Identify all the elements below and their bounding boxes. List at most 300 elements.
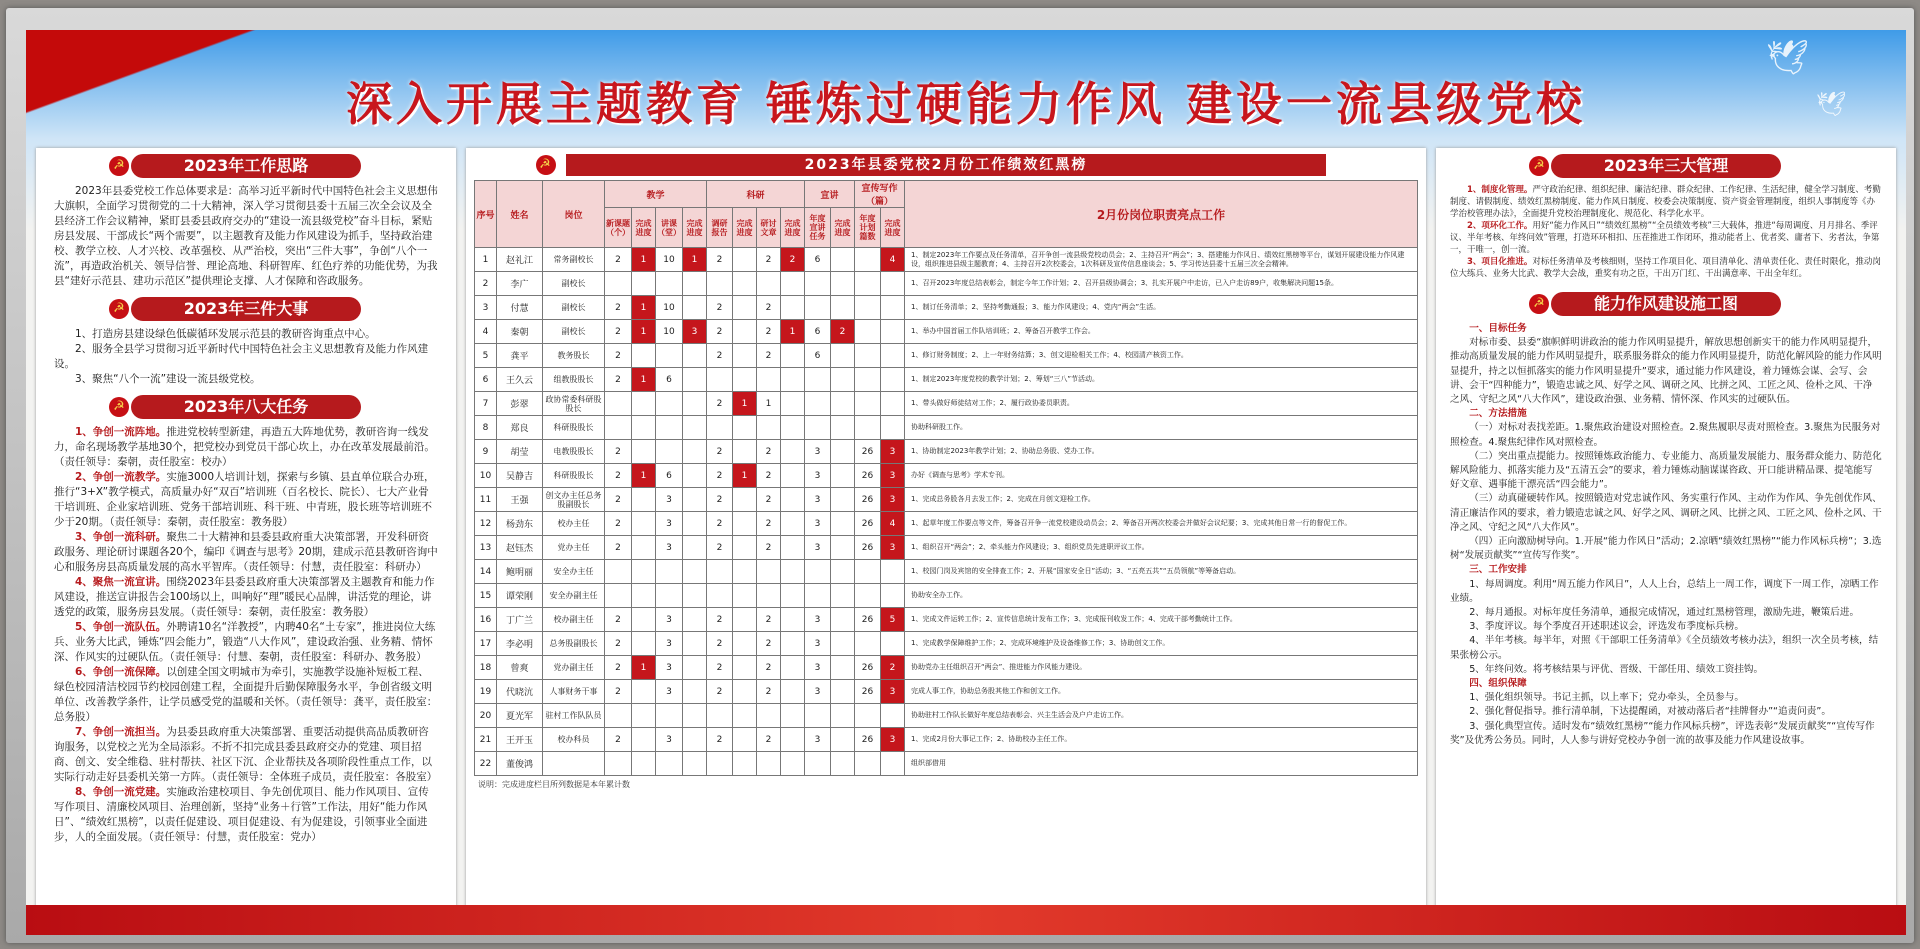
cell-value <box>733 608 757 632</box>
sub-col-header: 完成进度 <box>632 208 656 248</box>
cell-value: 26 <box>855 440 881 464</box>
cell-value <box>757 584 781 608</box>
cell-value <box>733 440 757 464</box>
cell-value <box>632 416 656 440</box>
cell-value <box>781 704 805 728</box>
cell-no: 20 <box>475 704 497 728</box>
cell-value <box>656 704 683 728</box>
cell-value: 2 <box>605 488 632 512</box>
cell-value <box>733 488 757 512</box>
cell-value <box>831 512 855 536</box>
cell-value: 2 <box>757 632 781 656</box>
party-emblem-icon: ☭ <box>536 155 556 175</box>
cell-value <box>781 512 805 536</box>
cell-value <box>683 368 707 392</box>
cell-value <box>831 296 855 320</box>
cell-value <box>881 704 905 728</box>
party-emblem-icon: ☭ <box>109 156 129 176</box>
sub-col-header: 完成进度 <box>781 208 805 248</box>
cell-value <box>781 368 805 392</box>
cell-value: 2 <box>605 536 632 560</box>
cell-value: 1 <box>733 392 757 416</box>
cell-value: 2 <box>605 248 632 272</box>
cell-value <box>683 512 707 536</box>
cell-no: 19 <box>475 680 497 704</box>
cell-value: 3 <box>881 536 905 560</box>
cell-value: 2 <box>707 728 733 752</box>
sub-col-header: 研讨文章 <box>757 208 781 248</box>
cell-post: 党办主任 <box>543 536 605 560</box>
cell-value <box>805 560 831 584</box>
task-item: 2、争创一流教学。实施3000人培训计划，探索与乡镇、县直单位联合办班，推行“3+X”教学模式，高质量办好“双百”培训班（百名校长、院长）、七大产业骨干培训班、企业家培训班、党务干部培训班、科干班、中青班，股长班等培训班不少于20期。（责任领导：秦朝，责任股室：教务股） <box>54 471 435 528</box>
cell-value <box>683 440 707 464</box>
cell-value <box>781 296 805 320</box>
cell-value <box>683 296 707 320</box>
cell-value <box>605 704 632 728</box>
cell-value <box>757 272 781 296</box>
cell-name: 彭翠 <box>497 392 543 416</box>
cell-value <box>707 272 733 296</box>
cell-value: 2 <box>707 488 733 512</box>
cell-name: 龚平 <box>497 344 543 368</box>
cell-value: 3 <box>656 512 683 536</box>
cell-value <box>656 560 683 584</box>
cell-value <box>805 272 831 296</box>
table-row <box>475 440 1418 464</box>
cell-value <box>781 608 805 632</box>
cell-name: 王开玉 <box>497 728 543 752</box>
three-events-item: 1、打造房县建设绿色低碳循环发展示范县的教研咨询重点中心。 <box>75 328 376 340</box>
cell-value <box>781 536 805 560</box>
cell-post: 教务股长 <box>543 344 605 368</box>
cell-post: 副校长 <box>543 272 605 296</box>
cell-description: 1、制定2023年度党校的教学计划；2、筹划“三八”节活动。 <box>905 368 1418 392</box>
cell-value: 10 <box>656 248 683 272</box>
cell-value <box>683 656 707 680</box>
cell-post: 创文办主任总务股副股长 <box>543 488 605 512</box>
table-row <box>475 656 1418 680</box>
cell-value <box>881 584 905 608</box>
col-header: 岗位 <box>543 181 605 248</box>
cell-value <box>831 416 855 440</box>
cell-value <box>781 488 805 512</box>
cell-value: 3 <box>805 512 831 536</box>
cell-value: 2 <box>605 656 632 680</box>
col-header: 序号 <box>475 181 497 248</box>
cell-value <box>656 344 683 368</box>
cell-value <box>831 752 855 776</box>
cell-value: 2 <box>605 344 632 368</box>
cell-value <box>831 728 855 752</box>
cell-value <box>881 752 905 776</box>
task-item: 4、聚焦一流宣讲。围绕2023年县委县政府重大决策部署及主题教育和能力作风建设，推送宣讲报告会100场以上，叫响好“理”暖民心品牌，讲活党的理论，讲透党的政策，服务房县发展。（责任领导：秦朝，责任股室：教务股） <box>54 576 435 618</box>
cell-value <box>805 752 831 776</box>
cell-post: 校办副主任 <box>543 608 605 632</box>
cell-value: 3 <box>805 728 831 752</box>
cell-description: 1、制定2023年工作要点及任务清单，召开争创一流县级党校动员会；2、主持召开“两会”；3、搭建能力作风日、绩效红黑榜等平台，谋划开展建设能力作风建设，组织推进县级主题教育；4、主持召开2次校委会，1次科研及宣传信息座谈会；5、学习传达县委十五届三次全会精神。 <box>905 248 1418 272</box>
cell-name: 谭荣刚 <box>497 584 543 608</box>
cell-value: 6 <box>656 368 683 392</box>
cell-value <box>656 392 683 416</box>
sub-col-header: 完成进度 <box>831 208 855 248</box>
cell-value: 2 <box>605 512 632 536</box>
cell-value: 2 <box>881 656 905 680</box>
cell-value <box>881 560 905 584</box>
cell-post: 总务股副股长 <box>543 632 605 656</box>
cell-value: 3 <box>656 728 683 752</box>
cell-value: 26 <box>855 488 881 512</box>
cell-post: 常务副校长 <box>543 248 605 272</box>
cell-post: 安全办主任 <box>543 560 605 584</box>
cell-value <box>805 368 831 392</box>
cell-name: 鲍明丽 <box>497 560 543 584</box>
cell-value: 3 <box>881 440 905 464</box>
cell-value <box>632 704 656 728</box>
cell-value <box>881 632 905 656</box>
cell-value <box>757 368 781 392</box>
cell-value <box>683 608 707 632</box>
cell-value <box>881 320 905 344</box>
cell-no: 4 <box>475 320 497 344</box>
cell-no: 22 <box>475 752 497 776</box>
cell-value: 4 <box>881 512 905 536</box>
table-row <box>475 464 1418 488</box>
cell-value: 26 <box>855 680 881 704</box>
cell-value <box>632 728 656 752</box>
task-item: 7、争创一流担当。为县委县政府重大决策部署、重要活动提供高品质教研咨询服务，以党校之光为全局添彩。不折不扣完成县委县政府交办的党建、项目招商、创文、安全维稳、驻村帮扶、社区下沉、企业帮扶及各项阶段性重点工作，以实际行动走好县委机关第一方阵。（责任领导：全体班子成员，责任股室：各股室） <box>54 726 438 783</box>
cell-value: 26 <box>855 464 881 488</box>
cell-value: 3 <box>805 440 831 464</box>
cell-post: 科研股股长 <box>543 464 605 488</box>
cell-value: 2 <box>605 296 632 320</box>
cell-value <box>881 416 905 440</box>
cell-post: 政协常委科研股股长 <box>543 392 605 416</box>
cell-value: 3 <box>881 464 905 488</box>
cell-value: 3 <box>881 680 905 704</box>
task-item: 3、争创一流科研。聚焦二十大精神和县委县政府重大决策部署，开发科研资政服务、理论研讨课题各20个，编印《调查与思考》20期，建成示范县教研咨询中心和服务房县高质量发展的高水平智库。（责任领导：付慧，责任股室：科研办） <box>54 531 438 573</box>
sub-col-header: 调研报告 <box>707 208 733 248</box>
cell-value <box>683 728 707 752</box>
cell-value: 2 <box>757 488 781 512</box>
sub-col-header: 新课题（个） <box>605 208 632 248</box>
task-item: 5、争创一流队伍。外聘请10名“洋教授”，内聘40名“土专家”，推进岗位大练兵、业务大比武，锤炼“四会能力”，锻造“八大作风”，建设政治强、业务精、情怀深、作风实的过硬队伍。（责任领导：付慧、秦朝，责任股室：科研办、教务股） <box>54 621 436 663</box>
cell-value: 2 <box>757 680 781 704</box>
work-ideas-text: 2023年县委党校工作总体要求是：高举习近平新时代中国特色社会主义思想伟大旗帜，全面学习贯彻党的二十大精神，深入学习贯彻县委十五届三次全会议及全县经济工作会议精神，紧盯县委县政府交办的“建设一流县级党校”奋斗目标，紧贴房县发展、干部成长“两个需要”，以主题教育及能力作风建设为抓手，坚持政治建校、教学立校、人才兴校、改革强校、从严治校，突出“三件大事”，争创“八个一流”，再造政治机关、领导信誉、理论高地、科研智库、红色疗养的功能优势，为我县“建好示范县、建功示范区”提供理论支撑、人才保障和咨政服务。 <box>54 185 438 287</box>
cell-value: 6 <box>805 320 831 344</box>
cell-value <box>605 584 632 608</box>
cell-value: 2 <box>605 368 632 392</box>
cell-name: 赵钰杰 <box>497 536 543 560</box>
cell-value: 3 <box>805 536 831 560</box>
cell-value: 3 <box>656 488 683 512</box>
cell-value <box>605 560 632 584</box>
cell-value <box>707 584 733 608</box>
cell-description: 组织部借用 <box>905 752 1418 776</box>
cell-value <box>733 656 757 680</box>
table-note: 说明：完成进度栏目所列数据是本年累计数 <box>478 780 630 789</box>
cell-value: 1 <box>733 464 757 488</box>
cell-description: 协助安全办工作。 <box>905 584 1418 608</box>
cell-value: 10 <box>656 320 683 344</box>
cell-value: 2 <box>605 464 632 488</box>
cell-description: 1、组织召开“两会”；2、牵头能力作风建设；3、组织党员先进职评议工作。 <box>905 536 1418 560</box>
cell-value <box>831 608 855 632</box>
table-row <box>475 392 1418 416</box>
cell-value <box>831 488 855 512</box>
cell-value <box>683 680 707 704</box>
cell-value: 1 <box>632 248 656 272</box>
center-panel <box>466 148 1426 910</box>
cell-post: 党办副主任 <box>543 656 605 680</box>
section-title-three-events: ☭ 2023年三件大事 <box>131 297 361 321</box>
cell-name: 李广 <box>497 272 543 296</box>
group-header: 宣讲 <box>805 181 855 208</box>
cell-value: 3 <box>683 320 707 344</box>
col-header: 姓名 <box>497 181 543 248</box>
cell-value: 2 <box>707 464 733 488</box>
cell-description: 1、完成总务股各月去发工作；2、完成在月创文迎检工作。 <box>905 488 1418 512</box>
cell-value <box>757 560 781 584</box>
cell-value: 5 <box>881 608 905 632</box>
cell-value <box>733 296 757 320</box>
table-row <box>475 488 1418 512</box>
cell-value <box>831 584 855 608</box>
cell-value <box>855 752 881 776</box>
cell-value <box>855 248 881 272</box>
cell-post: 驻村工作队队员 <box>543 704 605 728</box>
cell-value <box>855 584 881 608</box>
cell-value: 2 <box>707 320 733 344</box>
cell-value <box>707 752 733 776</box>
table-row <box>475 536 1418 560</box>
cell-value <box>781 464 805 488</box>
cell-name: 赵礼江 <box>497 248 543 272</box>
cell-no: 16 <box>475 608 497 632</box>
cell-value <box>805 704 831 728</box>
cell-value <box>757 416 781 440</box>
cell-value <box>855 320 881 344</box>
cell-description: 1、制订任务清单；2、坚持考勤通报；3、能力作风建设；4、党内“两会”生活。 <box>905 296 1418 320</box>
main-title: 深入开展主题教育 锤炼过硬能力作风 建设一流县级党校 <box>345 77 1587 131</box>
cell-value: 3 <box>805 632 831 656</box>
bulletin-board <box>26 30 1906 935</box>
cell-value: 2 <box>757 344 781 368</box>
cell-value <box>632 752 656 776</box>
cell-post: 科研股股长 <box>543 416 605 440</box>
cell-description: 1、完成教学保障维护工作；2、完成环境维护及设备维修工作；3、协助创文工作。 <box>905 632 1418 656</box>
cell-value <box>881 272 905 296</box>
sub-col-header: 完成进度 <box>881 208 905 248</box>
cell-value: 4 <box>881 248 905 272</box>
bottom-red-wave <box>26 905 1906 935</box>
cell-value <box>733 320 757 344</box>
cell-value: 2 <box>757 656 781 680</box>
cell-value: 3 <box>881 488 905 512</box>
cell-value <box>881 296 905 320</box>
cell-value <box>632 584 656 608</box>
cell-value <box>855 344 881 368</box>
party-emblem-icon: ☭ <box>109 299 129 319</box>
group-header: 宣传写作（篇） <box>855 181 905 208</box>
cell-value: 2 <box>757 440 781 464</box>
cell-no: 13 <box>475 536 497 560</box>
group-header: 科研 <box>707 181 805 208</box>
cell-no: 15 <box>475 584 497 608</box>
cell-no: 17 <box>475 632 497 656</box>
cell-description: 协助科研股工作。 <box>905 416 1418 440</box>
table-row <box>475 584 1418 608</box>
cell-value: 1 <box>757 392 781 416</box>
cell-name: 夏光军 <box>497 704 543 728</box>
cell-value <box>733 512 757 536</box>
cell-value <box>781 560 805 584</box>
cell-value: 2 <box>605 320 632 344</box>
left-panel <box>36 148 456 910</box>
cell-value <box>632 680 656 704</box>
cell-name: 代晓沆 <box>497 680 543 704</box>
cell-value <box>881 392 905 416</box>
cell-value <box>733 416 757 440</box>
three-events-item: 2、服务全县学习贯彻习近平新时代中国特色社会主义思想教育及能力作风建设。 <box>54 343 429 370</box>
cell-value: 3 <box>656 536 683 560</box>
table-row <box>475 632 1418 656</box>
cell-description: 1、协助制定2023年教学计划；2、协助总务股、党办工作。 <box>905 440 1418 464</box>
section-title-ability: ☭ 能力作风建设施工图 <box>1551 292 1781 316</box>
table-row <box>475 680 1418 704</box>
cell-value <box>733 536 757 560</box>
cell-no: 2 <box>475 272 497 296</box>
cell-no: 9 <box>475 440 497 464</box>
cell-value <box>683 704 707 728</box>
cell-value: 3 <box>805 488 831 512</box>
cell-value <box>781 752 805 776</box>
cell-description: 1、举办中国首届工作队培训班；2、筹备召开教学工作会。 <box>905 320 1418 344</box>
cell-no: 1 <box>475 248 497 272</box>
cell-value <box>683 488 707 512</box>
table-row <box>475 560 1418 584</box>
cell-value <box>781 272 805 296</box>
cell-no: 11 <box>475 488 497 512</box>
table-row <box>475 344 1418 368</box>
cell-no: 7 <box>475 392 497 416</box>
cell-value <box>683 416 707 440</box>
cell-description: 协助驻村工作队长做好年度总结表彰会、兴主生活会及户户走访工作。 <box>905 704 1418 728</box>
cell-value <box>632 488 656 512</box>
party-emblem-icon: ☭ <box>1529 156 1549 176</box>
cell-value <box>855 272 881 296</box>
cell-value <box>781 680 805 704</box>
cell-value: 2 <box>707 608 733 632</box>
cell-name: 付慧 <box>497 296 543 320</box>
cell-value <box>683 752 707 776</box>
group-header: 教学 <box>605 181 707 208</box>
cell-value <box>707 368 733 392</box>
cell-value <box>656 440 683 464</box>
cell-value <box>683 344 707 368</box>
cell-value <box>605 272 632 296</box>
table-row <box>475 248 1418 272</box>
sub-col-header: 年度宣讲任务 <box>805 208 831 248</box>
cell-value <box>683 632 707 656</box>
cell-description: 完成人事工作，协助总务股其他工作和创文工作。 <box>905 680 1418 704</box>
table-row <box>475 752 1418 776</box>
cell-value <box>683 584 707 608</box>
cell-value <box>831 272 855 296</box>
cell-name: 董俊鸿 <box>497 752 543 776</box>
cell-value: 2 <box>757 248 781 272</box>
cell-value: 2 <box>707 536 733 560</box>
dove-icon: 🕊 <box>1766 38 1810 78</box>
cell-value <box>733 272 757 296</box>
cell-value <box>733 248 757 272</box>
cell-value <box>733 368 757 392</box>
sub-col-header: 讲课（堂） <box>656 208 683 248</box>
cell-value <box>632 272 656 296</box>
cell-value <box>632 344 656 368</box>
cell-post <box>543 752 605 776</box>
cell-value: 1 <box>632 296 656 320</box>
cell-name: 郑良 <box>497 416 543 440</box>
dove-icon: 🕊 <box>1816 90 1847 118</box>
ability-content: 一、目标任务 对标市委、县委“旗帜鲜明讲政治的能力作风明显提升，解放思想创新实干的能力作风明显提升，推动高质量发展的能力作风明显提升，联系服务群众的能力作风明显提升，防范化解风险的能力作风明显提升，持之以恒抓落实的能力作风明显提升”要求，通过能力作风建设，着力锤炼会谋、会写、会讲、会干“四种能力”，锻造忠诚之风、好学之风、调研之风、比拼之风、工匠之风、俭朴之风、干净之风、守纪之风“八大作风”，建设政治强、业务精、情怀深、作风实的过硬队伍。 二、方法措施 （一）对标对表找差距。1.聚焦政治建设对照检查。2.聚焦履职尽责对照检查。3.聚焦为民服务对照检查。4.聚焦纪律作风对照检查。 （二）突出重点提能力。按照锤炼政治能力、专业能力、高质量发展能力、服务群众能力、防范化解风险能力、抓落实能力及“五清五会”的要求，着力锤炼动脑谋谋咨政、开口能讲精品课、提笔能写好文章、遇事能干漂亮活“四会能力”。 （三）动真碰硬转作风。按照锻造对党忠诚作风、务实重行作风、主动作为作风、争先创优作风、清正廉洁作风的要求，着力锻造忠诚之风、好学之风、调研之风、比拼之风、工匠之风、俭朴之风、干净之风、守纪之风“八大作风”。 （四）正向激励树导向。1.开展“能力作风日”活动；2.凉晒“绩效红黑榜”“能力作风标兵榜”；3.选树“发展贡献奖”“宣传写作奖”。 三、工作安排 1、每周调度。利用“周五能力作风日”，人人上台，总结上一周工作，调度下一周工作，凉晒工作业绩。 2、每月通报。对标年度任务清单，通报完成情况，通过红黑榜管理，激励先进，鞭策后进。 3、季度评议。每个季度召开述职述议会，评选发布季度标兵榜。 4、半年考核。每半年，对照《干部职工任务清单》《全员绩效考核办法》，组织一次全员考核，结果张榜公示。 5、年终问效。将考核结果与评优、晋级、干部任用、绩效工资挂钩。 四、组织保障 1、强化组织领导。书记主抓，以上率下；党办牵头，全员参与。 2、强化督促指导。推行清单制，下达提醒函，对被动落后者“挂牌督办”“追责问责”。 3、强化典型宣传。适时发布“绩效红黑榜”“能力作风标兵榜”，评选表彰“发展贡献奖”“宣传写作奖”及优秀公务员。同时，人人参与讲好党校办争创一流的故事及能力作风建设故事。 <box>1450 323 1882 746</box>
cell-value: 3 <box>805 680 831 704</box>
cell-description: 1、召开2023年度总结表彰会，制定今年工作计划；2、召开县级协调会；3、扎实开展户中走访，已入户走访89户，收集解决问题15条。 <box>905 272 1418 296</box>
cell-value <box>733 752 757 776</box>
cell-value: 26 <box>855 512 881 536</box>
cell-value <box>781 656 805 680</box>
table-row <box>475 296 1418 320</box>
cell-value <box>855 392 881 416</box>
cell-no: 8 <box>475 416 497 440</box>
cell-value <box>733 584 757 608</box>
three-events-item: 3、聚焦“八个一流”建设一流县级党校。 <box>75 373 261 385</box>
cell-value <box>656 584 683 608</box>
cell-value: 1 <box>632 368 656 392</box>
cell-name: 杨劲东 <box>497 512 543 536</box>
cell-value <box>781 728 805 752</box>
cell-value <box>757 704 781 728</box>
table-row <box>475 512 1418 536</box>
cell-value <box>831 704 855 728</box>
table-row <box>475 728 1418 752</box>
cell-value <box>733 560 757 584</box>
cell-value <box>831 632 855 656</box>
cell-value <box>605 752 632 776</box>
cell-value <box>831 368 855 392</box>
cell-no: 14 <box>475 560 497 584</box>
col-header: 2月份岗位职责亮点工作 <box>905 181 1418 248</box>
cell-value: 3 <box>805 608 831 632</box>
cell-value <box>805 296 831 320</box>
cell-value <box>632 392 656 416</box>
cell-value: 1 <box>632 320 656 344</box>
cell-description: 1、完成文件运转工作；2、宣传信息统计发布工作；3、完成报刊收发工作；4、完成干部考勤统计工作。 <box>905 608 1418 632</box>
cell-value <box>855 632 881 656</box>
cell-value: 2 <box>707 656 733 680</box>
cell-value: 2 <box>707 632 733 656</box>
cell-name: 胡莹 <box>497 440 543 464</box>
task-item: 1、争创一流阵地。推进党校转型新建，再造五大阵地优势，教研咨询一线发力，命名现场教学基地30个，把党校办到党员干部心坎上，办在改革发展最前沿。（责任领导：秦朝，责任股室：校办） <box>54 426 435 468</box>
cell-no: 21 <box>475 728 497 752</box>
cell-value <box>831 656 855 680</box>
cell-value <box>781 440 805 464</box>
cell-value <box>632 512 656 536</box>
cell-value <box>781 392 805 416</box>
cell-value <box>683 536 707 560</box>
cell-value <box>632 536 656 560</box>
cell-value <box>855 296 881 320</box>
cell-description: 1、修订财务制度；2、上一年财务结算；3、创文迎检相关工作；4、校园清产核资工作。 <box>905 344 1418 368</box>
